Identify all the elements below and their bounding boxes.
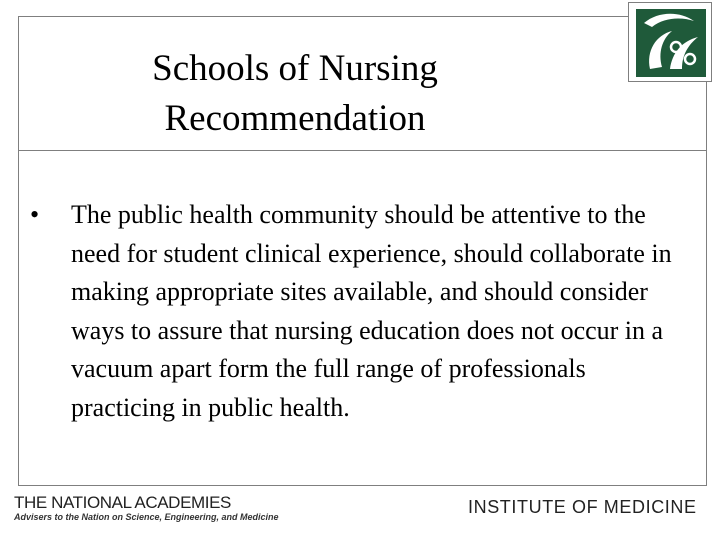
bullet-list bbox=[30, 196, 695, 427]
iom-emblem-icon bbox=[636, 9, 706, 77]
bullet-text: The public health community should be attentive to the need for student clinical experience, should collaborate in making appropriate sites available, and should consider ways to assure that nursing education does not occur in a vacuum apart form the full range of professionals practicing in public health. bbox=[71, 200, 672, 422]
national-academies-name: THE NATIONAL ACADEMIES bbox=[14, 493, 231, 512]
institute-of-medicine-wordmark: INSTITUTE OF MEDICINE bbox=[468, 497, 697, 517]
bullet-item bbox=[30, 196, 695, 427]
title-line-2: Recommendation bbox=[164, 98, 426, 139]
bullet-marker: • bbox=[30, 200, 40, 229]
title-line-1: Schools of Nursing bbox=[152, 48, 438, 89]
slide-title bbox=[60, 44, 530, 144]
national-academies-tagline: Advisers to the Nation on Science, Engineering, and Medicine bbox=[14, 512, 279, 522]
header-divider bbox=[18, 150, 707, 151]
national-academies-logo bbox=[14, 493, 279, 523]
iom-logo bbox=[628, 2, 712, 82]
